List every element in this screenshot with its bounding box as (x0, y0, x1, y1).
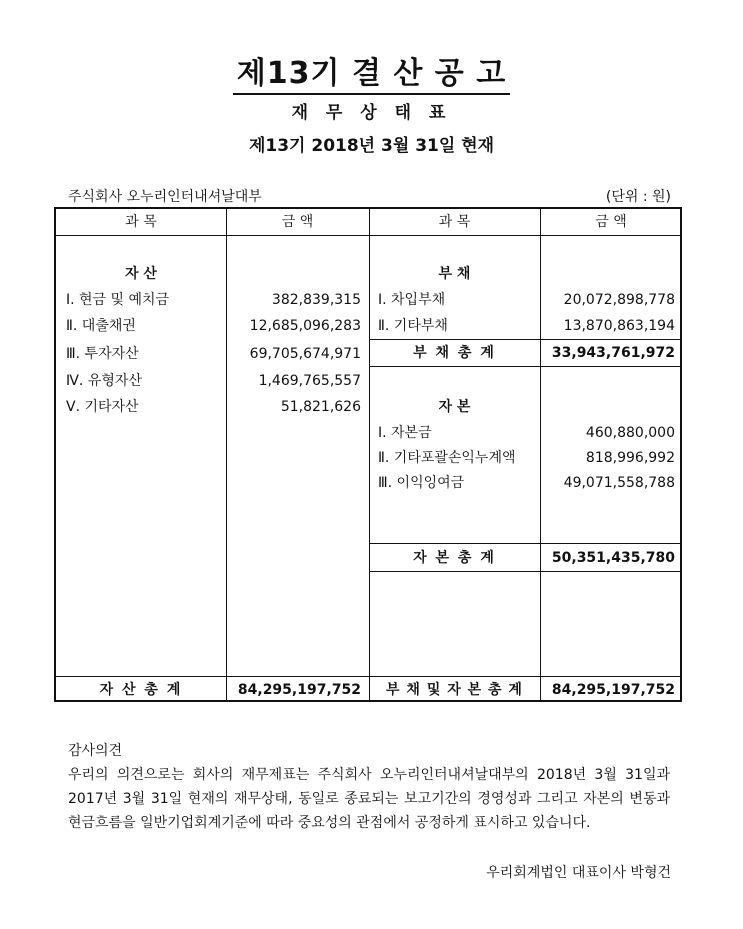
company-name: 주식회사 오누리인터내셔날대부 (68, 189, 262, 205)
asset-item-label: Ⅲ. 투자자산 (66, 346, 139, 362)
liabilities-total-label: 부 채 총 계 (413, 345, 496, 361)
header-left-item: 과 목 (125, 214, 157, 230)
asset-item-amount: 12,685,096,283 (249, 318, 361, 334)
statement-period: 제13기 2018년 3월 31일 현재 (248, 136, 495, 156)
liability-item-amount: 13,870,863,194 (563, 318, 675, 334)
asset-item-amount: 69,705,674,971 (249, 346, 361, 362)
equity-item-amount: 49,071,558,788 (563, 475, 675, 491)
assets-total-amount: 84,295,197,752 (237, 682, 361, 698)
equity-item-amount: 460,880,000 (585, 425, 675, 441)
assets-section-label: 자 산 (125, 266, 157, 282)
asset-item-label: Ⅴ. 기타자산 (66, 399, 139, 415)
row-divider (369, 571, 680, 572)
equity-item-label: Ⅰ. 자본금 (378, 425, 432, 441)
equity-item-label: Ⅱ. 기타포괄손익누계액 (378, 450, 516, 466)
column-divider (226, 209, 227, 700)
row-divider (369, 339, 680, 340)
balance-sheet-table (54, 207, 682, 702)
header-right-item: 과 목 (438, 214, 471, 230)
asset-item-amount: 1,469,765,557 (258, 373, 361, 389)
asset-item-label: Ⅰ. 현금 및 예치금 (66, 292, 170, 308)
liabilities-section-label: 부 채 (438, 266, 471, 282)
audit-opinion-body: 우리의 의견으로는 회사의 재무제표는 주식회사 오누리인터내셔날대부의 2018년 3월 31일과 2017년 3월 31일 현재의 재무상태, 동일로 종료되는 보고기간의 경영성과 그리고 자본의 변동과 현금흐름을 일반기업회계기준에 따라 중요성의 관점에서 공정하게 표시하고 있습니다. (68, 767, 670, 831)
liabilities-total-amount: 33,943,761,972 (551, 345, 675, 361)
assets-total-label: 자 산 총 계 (99, 682, 183, 698)
liability-item-amount: 20,072,898,778 (563, 292, 675, 308)
grand-total-label: 부 채 및 자 본 총 계 (386, 682, 523, 698)
equity-item-label: Ⅲ. 이익잉여금 (378, 475, 465, 491)
asset-item-label: Ⅱ. 대출채권 (66, 318, 136, 334)
asset-item-amount: 382,839,315 (271, 292, 361, 308)
equity-total-amount: 50,351,435,780 (551, 550, 675, 566)
row-divider (369, 366, 680, 367)
liability-item-label: Ⅱ. 기타부채 (378, 318, 448, 334)
statement-title: 재 무 상 태 표 (291, 103, 452, 123)
equity-total-label: 자 본 총 계 (413, 550, 496, 566)
unit-label: (단위 : 원) (605, 189, 671, 205)
row-divider (369, 543, 680, 544)
auditor-signature: 우리회계법인 대표이사 박형건 (486, 865, 671, 881)
header-divider (56, 235, 680, 236)
header-right-amount: 금 액 (595, 214, 627, 230)
audit-opinion-title: 감사의견 (68, 743, 123, 759)
header-left-amount: 금 액 (281, 214, 314, 230)
total-divider (56, 676, 680, 677)
equity-item-amount: 818,996,992 (585, 450, 675, 466)
equity-section-label: 자 본 (438, 399, 471, 415)
grand-total-amount: 84,295,197,752 (551, 682, 675, 698)
page-title: 제13기 결 산 공 고 (0, 48, 743, 92)
asset-item-amount: 51,821,626 (280, 399, 361, 415)
liability-item-label: Ⅰ. 차입부채 (378, 292, 446, 308)
asset-item-label: Ⅳ. 유형자산 (66, 373, 142, 389)
